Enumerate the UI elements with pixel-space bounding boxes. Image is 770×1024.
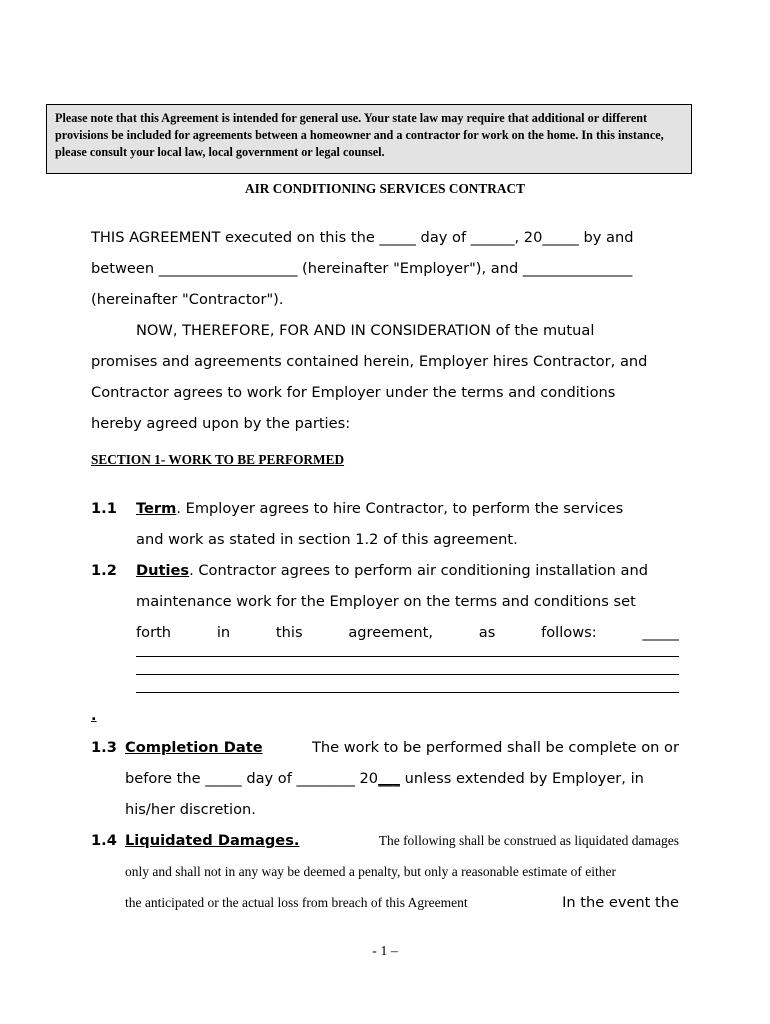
clause-1-4-text: The following shall be construed as liquidated damages	[378, 833, 679, 848]
clause-1-3-line-1	[125, 738, 679, 758]
clause-1-1-heading: Term	[136, 500, 177, 517]
blank-line[interactable]	[136, 692, 679, 693]
clause-1-4-number: 1.4	[91, 832, 117, 849]
word: forth	[136, 624, 172, 641]
intro-line-7: hereby agreed upon by the parties:	[91, 415, 351, 432]
stray-period: .	[91, 707, 97, 724]
clause-1-2-number: 1.2	[91, 562, 117, 579]
clause-1-2-text-span: . Contractor agrees to perform air conditioning installation and	[189, 562, 648, 579]
clause-1-3-line-2a: before the _____ day of ________ 20	[125, 770, 379, 787]
clause-1-3-line-2c: unless extended by Employer, in	[399, 770, 644, 787]
page-number: - 1 –	[372, 944, 398, 959]
clause-1-3-line-2	[125, 769, 644, 789]
clause-1-2-line-2-text: maintenance work for the Employer on the terms and conditions set	[136, 593, 636, 610]
clause-1-2-text	[189, 561, 679, 581]
section-1-heading: SECTION 1- WORK TO BE PERFORMED	[91, 452, 345, 467]
intro-line-1: THIS AGREEMENT executed on this the _____ day of ______, 20_____ by and	[91, 229, 634, 246]
clause-1-4-line-3b: In the event the	[562, 894, 679, 911]
document-title: AIR CONDITIONING SERVICES CONTRACT	[245, 181, 525, 196]
word: this	[275, 624, 303, 641]
clause-1-1-number: 1.1	[91, 500, 117, 517]
clause-1-3-number: 1.3	[91, 739, 117, 756]
clause-1-4-line-2: only and shall not in any way be deemed a penalty, but only a reasonable estimate of either	[125, 864, 616, 879]
word: follows:	[541, 624, 597, 641]
word: _____	[642, 624, 679, 641]
blank-line[interactable]	[136, 656, 679, 657]
clause-1-1-text: . Employer agrees to hire Contractor, to perform the services	[176, 500, 624, 517]
clause-1-1-line-1	[136, 499, 623, 519]
clause-1-2-line-2	[136, 592, 679, 612]
word: in	[216, 624, 231, 641]
clause-1-4-line-3a: the anticipated or the actual loss from breach of this Agreement	[125, 895, 468, 910]
clause-1-3-line-3: his/her discretion.	[125, 801, 256, 818]
intro-line-2: between ___________________ (hereinafter "Employer"), and _______________	[91, 260, 633, 277]
clause-1-2-line-1	[136, 561, 679, 581]
clause-1-2-line-3	[136, 623, 679, 643]
clause-1-2-heading: Duties	[136, 562, 190, 579]
disclaimer-notice: Please note that this Agreement is intended for general use. Your state law may require that additional or different provisions be included for agreements between a homeowner and a contractor for work on the home. In this instance, please consult your local law, local government or legal counsel.	[46, 104, 692, 174]
clause-1-3-heading: Completion Date	[125, 739, 263, 756]
word: as	[478, 624, 496, 641]
intro-line-6: Contractor agrees to work for Employer under the terms and conditions	[91, 384, 616, 401]
year-blank[interactable]: ___	[378, 770, 400, 787]
intro-line-5: promises and agreements contained herein, Employer hires Contractor, and	[91, 353, 648, 370]
intro-line-3: (hereinafter "Contractor").	[91, 291, 284, 308]
intro-line-4: NOW, THEREFORE, FOR AND IN CONSIDERATION of the mutual	[136, 322, 595, 339]
blank-line[interactable]	[136, 674, 679, 675]
clause-1-3-text: The work to be performed shall be complete on or	[311, 739, 679, 756]
word: agreement,	[348, 624, 433, 641]
clause-1-4-line-1	[125, 831, 679, 851]
clause-1-4-heading: Liquidated Damages.	[125, 832, 300, 849]
clause-1-4-line-3	[125, 893, 679, 913]
clause-1-1-line-2: and work as stated in section 1.2 of this agreement.	[136, 531, 518, 548]
